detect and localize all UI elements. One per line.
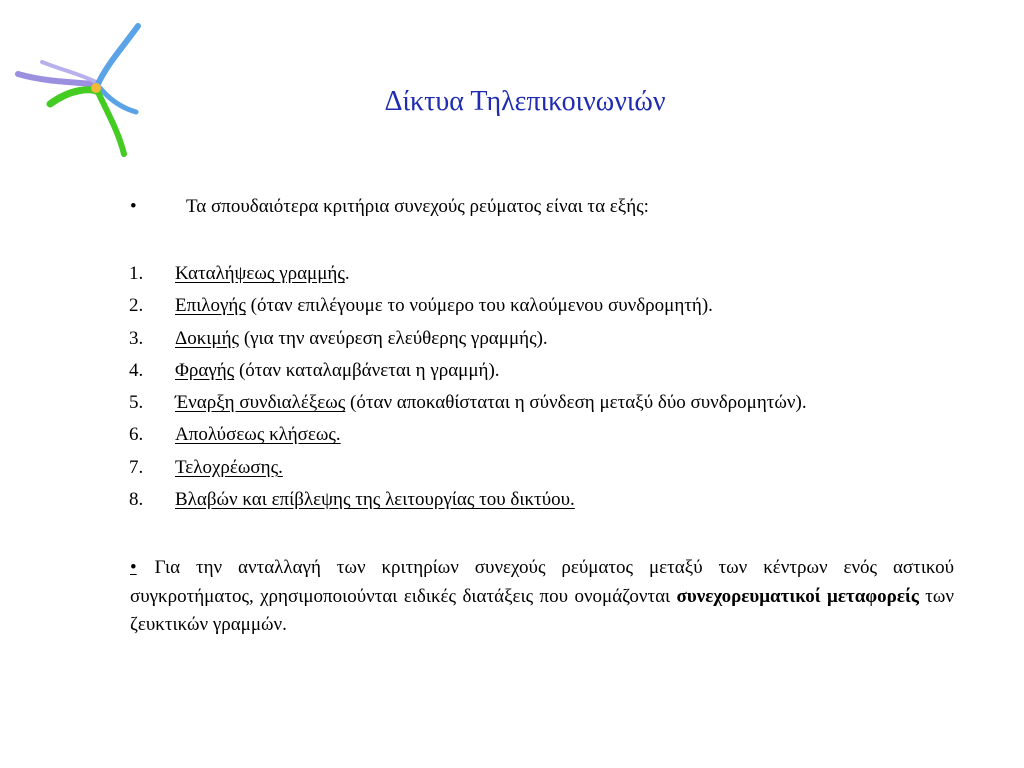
item-term: Έναρξη συνδιαλέξεως — [175, 392, 346, 414]
item-description: (για την ανεύρεση ελεύθερης γραμμής). — [239, 327, 548, 349]
item-description: (όταν επιλέγουμε το νούμερο του καλούμενου συνδρομητή). — [245, 295, 713, 317]
slide-title: Δίκτυα Τηλεπικοινωνιών — [384, 86, 666, 117]
item-number: 2. — [129, 295, 144, 317]
list-item — [129, 290, 807, 322]
item-description: . — [344, 263, 350, 284]
item-number: 1. — [129, 263, 144, 284]
item-term: Βλαβών και επίβλεψης της λειτουργίας του δικτύου. — [175, 489, 575, 511]
closing-text: Για την ανταλλαγή των κριτηρίων συνεχούς ρεύματος μεταξύ των κέντρων ενός αστικού συγκροτήματος, χρησιμοποιούνται ειδικές διατάξεις που ονομάζονται — [130, 557, 954, 607]
criteria-list — [129, 258, 807, 516]
item-term: Απολύσεως κλήσεως. — [175, 424, 341, 446]
item-description: (όταν αποκαθίσταται η σύνδεση μεταξύ δύο συνδρομητών). — [345, 392, 807, 414]
list-item — [129, 484, 807, 516]
list-item — [129, 452, 807, 484]
item-number: 7. — [129, 456, 144, 478]
item-number: 3. — [129, 327, 144, 349]
intro-text: Τα σπουδαιότερα κριτήρια συνεχούς ρεύματος είναι τα εξής: — [186, 196, 649, 217]
item-term: Τελοχρέωσης. — [175, 456, 283, 478]
item-number: 6. — [129, 424, 144, 446]
list-item — [129, 323, 807, 355]
item-description: (όταν καταλαμβάνεται η γραμμή). — [234, 359, 500, 381]
item-number: 5. — [129, 392, 144, 414]
item-term: Καταλήψεως γραμμής — [175, 263, 345, 284]
intro-line — [130, 196, 649, 218]
item-number: 8. — [129, 489, 144, 511]
list-item — [129, 355, 807, 387]
item-term: Δοκιμής — [175, 327, 240, 349]
closing-bold-term: συνεχορευματικοί μεταφορείς — [676, 585, 919, 607]
list-item — [129, 419, 807, 451]
closing-paragraph — [130, 554, 954, 640]
item-term: Φραγής — [175, 359, 235, 381]
list-item — [129, 258, 807, 290]
bullet-icon: • — [130, 196, 137, 217]
item-number: 4. — [129, 359, 144, 381]
item-term: Επιλογής — [175, 295, 246, 317]
closing-text-end: των ζευκτικών γραμμών. — [130, 585, 954, 635]
list-item — [129, 387, 807, 419]
bullet-icon: • — [130, 557, 137, 578]
